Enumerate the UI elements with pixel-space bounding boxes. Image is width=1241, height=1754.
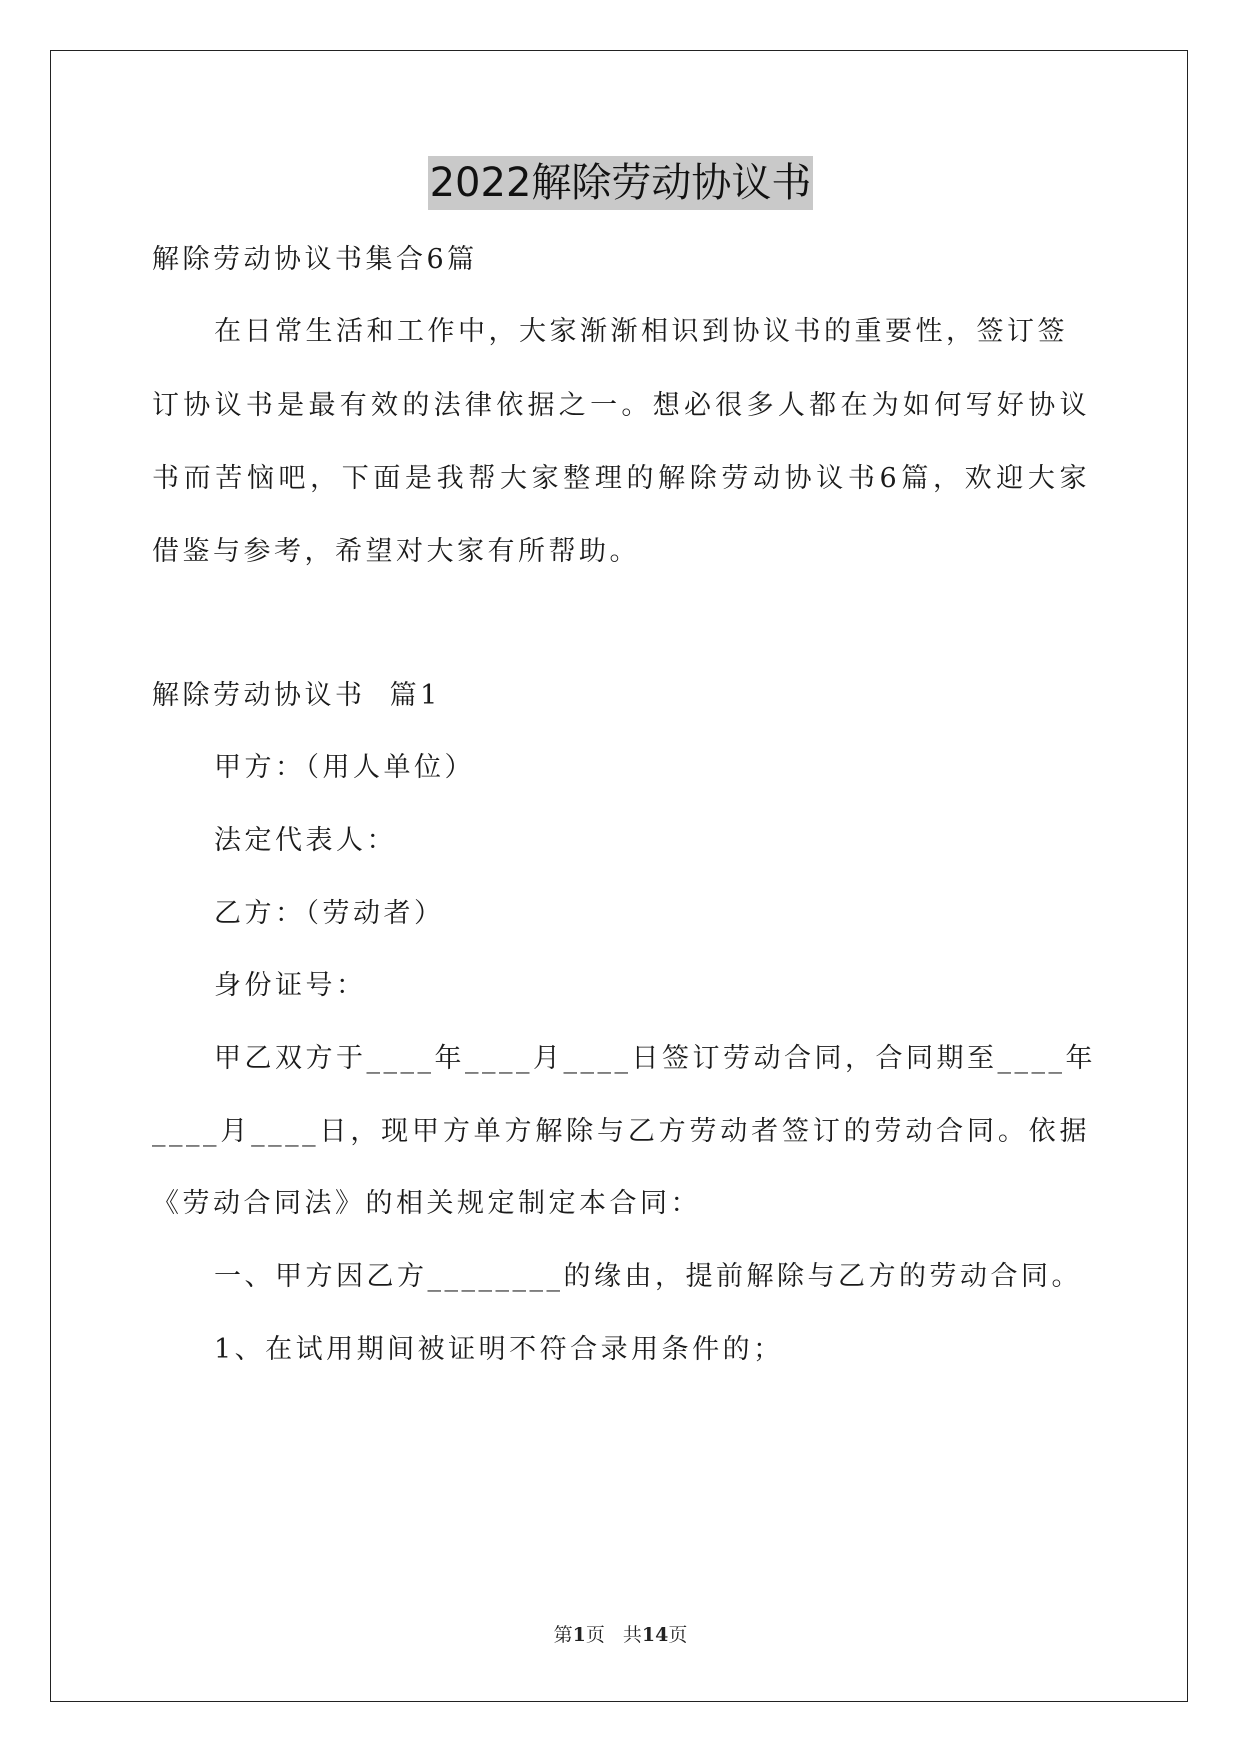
agreement-line-3: 《劳动合同法》的相关规定制定本合同： <box>152 1188 701 1219</box>
intro-line-3: 书而苦恼吧，下面是我帮大家整理的解除劳动协议书6篇，欢迎大家 <box>152 463 1090 494</box>
legal-representative: 法定代表人： <box>214 825 397 856</box>
party-b: 乙方：（劳动者） <box>214 898 445 929</box>
footer-page-mid: 页 <box>585 1624 605 1646</box>
party-a: 甲方：（用人单位） <box>214 752 475 783</box>
section-heading: 解除劳动协议书 篇1 <box>152 680 441 711</box>
footer-page-suffix: 页 <box>668 1624 688 1646</box>
document-title: 2022解除劳动协议书 <box>428 156 814 210</box>
page-border <box>50 50 1188 1702</box>
agreement-line-1: 甲乙双方于____年____月____日签订劳动合同，合同期至____年 <box>214 1043 1096 1074</box>
intro-line-1: 在日常生活和工作中，大家渐渐相识到协议书的重要性，签订签 <box>214 316 1068 347</box>
footer-total-prefix: 共 <box>622 1624 642 1646</box>
intro-line-4: 借鉴与参考，希望对大家有所帮助。 <box>152 536 640 567</box>
footer-page-prefix: 第 <box>553 1624 573 1646</box>
footer-page-current: 1 <box>572 1624 586 1646</box>
subtitle: 解除劳动协议书集合6篇 <box>152 244 478 275</box>
id-number: 身份证号： <box>214 970 367 1001</box>
page-footer <box>0 1620 1241 1647</box>
footer-page-total: 14 <box>641 1624 669 1646</box>
agreement-line-2: ____月____日，现甲方单方解除与乙方劳动者签订的劳动合同。依据 <box>152 1116 1090 1147</box>
clause-one: 一、甲方因乙方________的缘由，提前解除与乙方的劳动合同。 <box>214 1261 1082 1292</box>
title-container <box>0 156 1241 210</box>
item-one: 1、在试用期间被证明不符合录用条件的； <box>214 1334 784 1365</box>
intro-line-2: 订协议书是最有效的法律依据之一。想必很多人都在为如何写好协议 <box>152 390 1090 421</box>
